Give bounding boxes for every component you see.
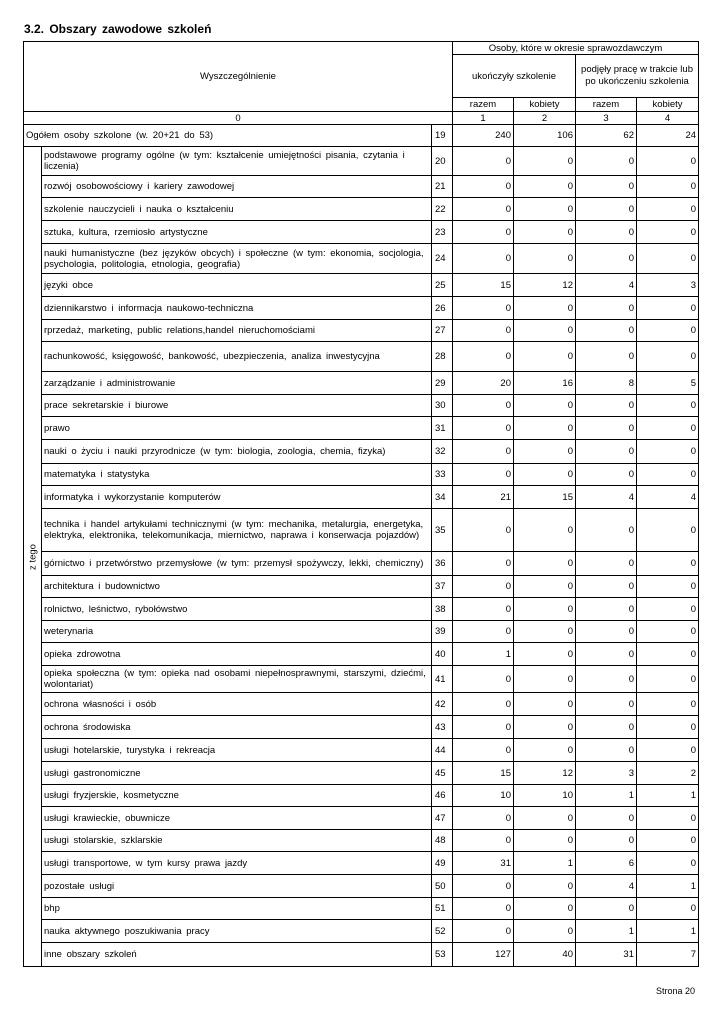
table-row bbox=[24, 875, 699, 898]
row-value-kobiety-ukonczyly: 0 bbox=[514, 440, 576, 464]
row-label: usługi hotelarskie, turystyka i rekreacja bbox=[42, 739, 432, 762]
row-line-number: 45 bbox=[432, 762, 453, 785]
row-value-kobiety-ukonczyly: 16 bbox=[514, 372, 576, 395]
row-value-kobiety-ukonczyly: 0 bbox=[514, 576, 576, 598]
row-label: języki obce bbox=[42, 274, 432, 297]
row-label: rachunkowość, księgowość, bankowość, ubezpieczenia, analiza inwestycyjna bbox=[42, 342, 432, 372]
row-value-razem-podjely: 0 bbox=[576, 739, 637, 762]
row-value-razem-ukonczyly: 0 bbox=[453, 693, 514, 716]
row-line-number: 48 bbox=[432, 830, 453, 852]
header-wyszczegolnienie: Wyszczególnienie bbox=[24, 42, 453, 112]
row-label: podstawowe programy ogólne (w tym: kształcenie umiejętności pisania, czytania i liczenia) bbox=[42, 147, 432, 176]
row-value-kobiety-ukonczyly: 0 bbox=[514, 244, 576, 274]
row-line-number: 51 bbox=[432, 898, 453, 920]
table-row bbox=[24, 739, 699, 762]
row-label: nauki humanistyczne (bez języków obcych) i społeczne (w tym: ekonomia, socjologia, psychologia, politologia, etnologia, geografia) bbox=[42, 244, 432, 274]
row-value-razem-ukonczyly: 0 bbox=[453, 875, 514, 898]
table-row bbox=[24, 716, 699, 739]
row-value-kobiety-podjely: 0 bbox=[637, 693, 699, 716]
row-value-kobiety-podjely: 1 bbox=[637, 920, 699, 943]
row-value-kobiety-podjely: 0 bbox=[637, 509, 699, 552]
row-value-razem-ukonczyly: 0 bbox=[453, 342, 514, 372]
row-label: rozwój osobowościowy i kariery zawodowej bbox=[42, 176, 432, 198]
row-value-razem-podjely: 4 bbox=[576, 875, 637, 898]
row-line-number: 39 bbox=[432, 621, 453, 643]
row-label: prawo bbox=[42, 417, 432, 440]
row-label: informatyka i wykorzystanie komputerów bbox=[42, 486, 432, 509]
row-label: zarządzanie i administrowanie bbox=[42, 372, 432, 395]
row-value-razem-ukonczyly: 0 bbox=[453, 552, 514, 576]
row-value-kobiety-podjely: 0 bbox=[637, 898, 699, 920]
row-label: inne obszary szkoleń bbox=[42, 943, 432, 967]
row-value-razem-ukonczyly: 20 bbox=[453, 372, 514, 395]
row-value-kobiety-ukonczyly: 0 bbox=[514, 221, 576, 244]
row-value-razem-ukonczyly: 0 bbox=[453, 920, 514, 943]
row-label: usługi krawieckie, obuwnicze bbox=[42, 807, 432, 830]
row-value-razem-podjely: 0 bbox=[576, 621, 637, 643]
row-value-razem-podjely: 0 bbox=[576, 898, 637, 920]
table-row bbox=[24, 274, 699, 297]
row-value-kobiety-ukonczyly: 0 bbox=[514, 552, 576, 576]
table-row bbox=[24, 693, 699, 716]
table-row bbox=[24, 176, 699, 198]
row-value-razem-ukonczyly: 0 bbox=[453, 621, 514, 643]
row-value-razem-ukonczyly: 0 bbox=[453, 464, 514, 486]
row-value-kobiety-ukonczyly: 40 bbox=[514, 943, 576, 967]
row-label: ochrona własności i osób bbox=[42, 693, 432, 716]
table-row bbox=[24, 830, 699, 852]
row-value-kobiety-podjely: 0 bbox=[637, 198, 699, 221]
row-value-kobiety-podjely: 0 bbox=[637, 666, 699, 693]
row-value-kobiety-podjely: 0 bbox=[637, 395, 699, 417]
row-label: nauka aktywnego poszukiwania pracy bbox=[42, 920, 432, 943]
row-value-kobiety-ukonczyly: 0 bbox=[514, 693, 576, 716]
table-row bbox=[24, 898, 699, 920]
row-label: prace sekretarskie i biurowe bbox=[42, 395, 432, 417]
row-value-kobiety-ukonczyly: 15 bbox=[514, 486, 576, 509]
row-line-number: 53 bbox=[432, 943, 453, 967]
row-value-razem-ukonczyly: 0 bbox=[453, 830, 514, 852]
col-number-3: 3 bbox=[576, 112, 637, 125]
row-value-kobiety-podjely: 0 bbox=[637, 176, 699, 198]
table-row bbox=[24, 221, 699, 244]
row-value-kobiety-ukonczyly: 1 bbox=[514, 852, 576, 875]
row-line-number: 47 bbox=[432, 807, 453, 830]
col-number-1: 1 bbox=[453, 112, 514, 125]
row-value-kobiety-podjely: 5 bbox=[637, 372, 699, 395]
row-label: weterynaria bbox=[42, 621, 432, 643]
row-value-razem-ukonczyly: 0 bbox=[453, 221, 514, 244]
row-line-number: 23 bbox=[432, 221, 453, 244]
row-value-razem-podjely: 3 bbox=[576, 762, 637, 785]
row-label: ochrona środowiska bbox=[42, 716, 432, 739]
row-value-kobiety-ukonczyly: 0 bbox=[514, 898, 576, 920]
row-value-kobiety-ukonczyly: 0 bbox=[514, 807, 576, 830]
row-value-razem-ukonczyly: 0 bbox=[453, 716, 514, 739]
total-label: Ogółem osoby szkolone (w. 20+21 do 53) bbox=[24, 125, 432, 147]
header-kobiety-2: kobiety bbox=[637, 98, 699, 112]
row-value-kobiety-podjely: 0 bbox=[637, 598, 699, 621]
row-value-razem-ukonczyly: 0 bbox=[453, 244, 514, 274]
row-value-razem-podjely: 31 bbox=[576, 943, 637, 967]
row-value-kobiety-podjely: 7 bbox=[637, 943, 699, 967]
z-tego-label bbox=[24, 147, 42, 967]
row-value-kobiety-ukonczyly: 0 bbox=[514, 621, 576, 643]
row-value-razem-podjely: 0 bbox=[576, 297, 637, 320]
row-value-razem-podjely: 1 bbox=[576, 785, 637, 807]
row-line-number: 31 bbox=[432, 417, 453, 440]
row-label: rolnictwo, leśnictwo, rybołówstwo bbox=[42, 598, 432, 621]
table-row bbox=[24, 785, 699, 807]
row-line-number: 24 bbox=[432, 244, 453, 274]
table-row bbox=[24, 372, 699, 395]
row-value-razem-ukonczyly: 127 bbox=[453, 943, 514, 967]
row-value-kobiety-podjely: 0 bbox=[637, 147, 699, 176]
row-value-kobiety-ukonczyly: 0 bbox=[514, 395, 576, 417]
table-row bbox=[24, 509, 699, 552]
row-label: opieka zdrowotna bbox=[42, 643, 432, 666]
row-value-razem-ukonczyly: 0 bbox=[453, 739, 514, 762]
total-row bbox=[24, 125, 699, 147]
row-line-number: 41 bbox=[432, 666, 453, 693]
row-value-kobiety-podjely: 0 bbox=[637, 440, 699, 464]
total-v1: 240 bbox=[453, 125, 514, 147]
row-label: architektura i budownictwo bbox=[42, 576, 432, 598]
row-value-razem-podjely: 0 bbox=[576, 830, 637, 852]
row-value-razem-ukonczyly: 0 bbox=[453, 395, 514, 417]
header-osoby: Osoby, które w okresie sprawozdawczym bbox=[453, 42, 699, 55]
table-row bbox=[24, 244, 699, 274]
row-value-razem-podjely: 0 bbox=[576, 464, 637, 486]
row-value-razem-ukonczyly: 0 bbox=[453, 417, 514, 440]
header-ukonczyly: ukończyły szkolenie bbox=[453, 55, 576, 98]
row-value-razem-ukonczyly: 0 bbox=[453, 898, 514, 920]
row-line-number: 22 bbox=[432, 198, 453, 221]
row-label: usługi gastronomiczne bbox=[42, 762, 432, 785]
table-row bbox=[24, 320, 699, 342]
row-value-razem-podjely: 0 bbox=[576, 552, 637, 576]
row-value-razem-ukonczyly: 15 bbox=[453, 762, 514, 785]
row-label: szkolenie nauczycieli i nauka o kształceniu bbox=[42, 198, 432, 221]
table-row bbox=[24, 666, 699, 693]
row-value-kobiety-podjely: 4 bbox=[637, 486, 699, 509]
row-value-razem-podjely: 0 bbox=[576, 440, 637, 464]
row-value-razem-ukonczyly: 0 bbox=[453, 320, 514, 342]
row-value-kobiety-podjely: 0 bbox=[637, 643, 699, 666]
row-value-razem-ukonczyly: 0 bbox=[453, 440, 514, 464]
col-number-4: 4 bbox=[637, 112, 699, 125]
header-razem-1: razem bbox=[453, 98, 514, 112]
row-value-razem-ukonczyly: 0 bbox=[453, 198, 514, 221]
row-line-number: 50 bbox=[432, 875, 453, 898]
row-value-kobiety-ukonczyly: 0 bbox=[514, 320, 576, 342]
row-value-kobiety-ukonczyly: 0 bbox=[514, 920, 576, 943]
row-value-razem-podjely: 0 bbox=[576, 417, 637, 440]
row-label: dziennikarstwo i informacja naukowo-techniczna bbox=[42, 297, 432, 320]
row-value-kobiety-podjely: 0 bbox=[637, 830, 699, 852]
row-value-razem-podjely: 0 bbox=[576, 576, 637, 598]
row-value-kobiety-podjely: 0 bbox=[637, 221, 699, 244]
row-value-razem-ukonczyly: 0 bbox=[453, 297, 514, 320]
row-value-razem-podjely: 0 bbox=[576, 693, 637, 716]
row-value-razem-podjely: 0 bbox=[576, 716, 637, 739]
table-row bbox=[24, 943, 699, 967]
row-value-kobiety-podjely: 0 bbox=[637, 552, 699, 576]
row-label: usługi fryzjerskie, kosmetyczne bbox=[42, 785, 432, 807]
row-line-number: 32 bbox=[432, 440, 453, 464]
row-value-razem-ukonczyly: 1 bbox=[453, 643, 514, 666]
row-label: matematyka i statystyka bbox=[42, 464, 432, 486]
row-value-razem-podjely: 0 bbox=[576, 395, 637, 417]
row-value-kobiety-ukonczyly: 0 bbox=[514, 147, 576, 176]
row-value-kobiety-ukonczyly: 0 bbox=[514, 417, 576, 440]
row-line-number: 43 bbox=[432, 716, 453, 739]
row-label: nauki o życiu i nauki przyrodnicze (w tym: biologia, zoologia, chemia, fizyka) bbox=[42, 440, 432, 464]
row-value-kobiety-ukonczyly: 0 bbox=[514, 716, 576, 739]
row-value-razem-podjely: 0 bbox=[576, 244, 637, 274]
row-label: technika i handel artykułami technicznymi (w tym: mechanika, metalurgia, energetyka, elektryka, elektronika, telekomunikacja, miernictwo, naprawa i konserwacja pojazdów) bbox=[42, 509, 432, 552]
header-kobiety-1: kobiety bbox=[514, 98, 576, 112]
row-value-kobiety-ukonczyly: 0 bbox=[514, 875, 576, 898]
row-value-razem-ukonczyly: 15 bbox=[453, 274, 514, 297]
row-value-razem-podjely: 6 bbox=[576, 852, 637, 875]
total-line: 19 bbox=[432, 125, 453, 147]
header-razem-2: razem bbox=[576, 98, 637, 112]
row-line-number: 34 bbox=[432, 486, 453, 509]
row-value-razem-ukonczyly: 0 bbox=[453, 576, 514, 598]
row-value-kobiety-ukonczyly: 0 bbox=[514, 739, 576, 762]
row-value-razem-podjely: 8 bbox=[576, 372, 637, 395]
row-value-razem-ukonczyly: 10 bbox=[453, 785, 514, 807]
header-podjely: podjęły pracę w trakcie lub po ukończeniu szkolenia bbox=[576, 55, 699, 98]
row-line-number: 42 bbox=[432, 693, 453, 716]
row-line-number: 40 bbox=[432, 643, 453, 666]
row-value-kobiety-ukonczyly: 12 bbox=[514, 274, 576, 297]
row-value-kobiety-podjely: 0 bbox=[637, 716, 699, 739]
row-value-kobiety-podjely: 2 bbox=[637, 762, 699, 785]
row-value-razem-podjely: 0 bbox=[576, 666, 637, 693]
row-value-razem-podjely: 0 bbox=[576, 176, 637, 198]
row-value-kobiety-ukonczyly: 0 bbox=[514, 297, 576, 320]
row-value-kobiety-ukonczyly: 0 bbox=[514, 464, 576, 486]
row-value-razem-ukonczyly: 31 bbox=[453, 852, 514, 875]
table-row bbox=[24, 762, 699, 785]
row-value-razem-podjely: 0 bbox=[576, 147, 637, 176]
table-row bbox=[24, 147, 699, 176]
table-row bbox=[24, 297, 699, 320]
row-label: górnictwo i przetwórstwo przemysłowe (w tym: przemysł spożywczy, lekki, chemiczny) bbox=[42, 552, 432, 576]
row-label: opieka społeczna (w tym: opieka nad osobami niepełnosprawnymi, starszymi, dziećmi, wolontariat) bbox=[42, 666, 432, 693]
row-value-kobiety-ukonczyly: 0 bbox=[514, 643, 576, 666]
table-row bbox=[24, 198, 699, 221]
row-line-number: 26 bbox=[432, 297, 453, 320]
row-label: bhp bbox=[42, 898, 432, 920]
row-line-number: 46 bbox=[432, 785, 453, 807]
table-row bbox=[24, 464, 699, 486]
row-label: sztuka, kultura, rzemiosło artystyczne bbox=[42, 221, 432, 244]
table-row bbox=[24, 486, 699, 509]
row-line-number: 33 bbox=[432, 464, 453, 486]
row-value-kobiety-ukonczyly: 0 bbox=[514, 198, 576, 221]
row-value-razem-podjely: 0 bbox=[576, 221, 637, 244]
row-value-razem-ukonczyly: 0 bbox=[453, 509, 514, 552]
row-value-kobiety-ukonczyly: 0 bbox=[514, 509, 576, 552]
row-value-kobiety-podjely: 0 bbox=[637, 807, 699, 830]
row-line-number: 36 bbox=[432, 552, 453, 576]
row-line-number: 30 bbox=[432, 395, 453, 417]
row-value-razem-ukonczyly: 0 bbox=[453, 666, 514, 693]
row-value-razem-ukonczyly: 0 bbox=[453, 176, 514, 198]
row-value-kobiety-podjely: 0 bbox=[637, 297, 699, 320]
row-value-kobiety-ukonczyly: 10 bbox=[514, 785, 576, 807]
table-row bbox=[24, 598, 699, 621]
row-label: usługi transportowe, w tym kursy prawa jazdy bbox=[42, 852, 432, 875]
row-line-number: 21 bbox=[432, 176, 453, 198]
row-value-razem-podjely: 0 bbox=[576, 643, 637, 666]
total-v4: 24 bbox=[637, 125, 699, 147]
row-value-kobiety-ukonczyly: 0 bbox=[514, 666, 576, 693]
table-row bbox=[24, 621, 699, 643]
row-value-razem-podjely: 0 bbox=[576, 807, 637, 830]
row-value-kobiety-podjely: 0 bbox=[637, 244, 699, 274]
col-number-0: 0 bbox=[24, 112, 453, 125]
row-value-kobiety-podjely: 0 bbox=[637, 464, 699, 486]
table-row bbox=[24, 852, 699, 875]
row-value-kobiety-ukonczyly: 0 bbox=[514, 830, 576, 852]
total-v2: 106 bbox=[514, 125, 576, 147]
col-number-2: 2 bbox=[514, 112, 576, 125]
row-value-kobiety-podjely: 0 bbox=[637, 621, 699, 643]
row-value-kobiety-podjely: 3 bbox=[637, 274, 699, 297]
row-line-number: 44 bbox=[432, 739, 453, 762]
row-value-kobiety-podjely: 0 bbox=[637, 576, 699, 598]
row-label: pozostałe usługi bbox=[42, 875, 432, 898]
z-tego-text: z tego bbox=[27, 543, 38, 570]
table-row bbox=[24, 576, 699, 598]
row-value-kobiety-podjely: 0 bbox=[637, 342, 699, 372]
row-value-kobiety-ukonczyly: 0 bbox=[514, 598, 576, 621]
row-value-kobiety-podjely: 0 bbox=[637, 852, 699, 875]
row-value-kobiety-ukonczyly: 12 bbox=[514, 762, 576, 785]
row-line-number: 52 bbox=[432, 920, 453, 943]
section-title: 3.2. Obszary zawodowe szkoleń bbox=[24, 22, 212, 36]
row-value-razem-podjely: 0 bbox=[576, 320, 637, 342]
row-line-number: 35 bbox=[432, 509, 453, 552]
row-value-razem-ukonczyly: 0 bbox=[453, 598, 514, 621]
table-row bbox=[24, 395, 699, 417]
row-label: rprzedaż, marketing, public relations,handel nieruchomościami bbox=[42, 320, 432, 342]
row-value-razem-ukonczyly: 0 bbox=[453, 147, 514, 176]
table-row bbox=[24, 807, 699, 830]
row-value-razem-ukonczyly: 21 bbox=[453, 486, 514, 509]
row-value-kobiety-podjely: 0 bbox=[637, 417, 699, 440]
row-line-number: 28 bbox=[432, 342, 453, 372]
training-areas-table bbox=[23, 41, 699, 967]
row-label: usługi stolarskie, szklarskie bbox=[42, 830, 432, 852]
row-line-number: 27 bbox=[432, 320, 453, 342]
row-value-kobiety-ukonczyly: 0 bbox=[514, 342, 576, 372]
row-value-razem-podjely: 0 bbox=[576, 198, 637, 221]
row-value-razem-podjely: 0 bbox=[576, 598, 637, 621]
row-line-number: 38 bbox=[432, 598, 453, 621]
row-line-number: 37 bbox=[432, 576, 453, 598]
table-row bbox=[24, 342, 699, 372]
row-value-kobiety-podjely: 0 bbox=[637, 320, 699, 342]
row-value-razem-podjely: 0 bbox=[576, 509, 637, 552]
table-row bbox=[24, 417, 699, 440]
table-row bbox=[24, 552, 699, 576]
total-v3: 62 bbox=[576, 125, 637, 147]
row-value-razem-podjely: 4 bbox=[576, 486, 637, 509]
row-value-razem-podjely: 1 bbox=[576, 920, 637, 943]
table-row bbox=[24, 920, 699, 943]
row-value-kobiety-podjely: 0 bbox=[637, 739, 699, 762]
row-value-kobiety-podjely: 1 bbox=[637, 875, 699, 898]
row-line-number: 29 bbox=[432, 372, 453, 395]
row-value-razem-podjely: 4 bbox=[576, 274, 637, 297]
row-line-number: 49 bbox=[432, 852, 453, 875]
row-value-razem-ukonczyly: 0 bbox=[453, 807, 514, 830]
row-line-number: 25 bbox=[432, 274, 453, 297]
row-line-number: 20 bbox=[432, 147, 453, 176]
row-value-kobiety-podjely: 1 bbox=[637, 785, 699, 807]
row-value-kobiety-ukonczyly: 0 bbox=[514, 176, 576, 198]
table-row bbox=[24, 643, 699, 666]
page-footer: Strona 20 bbox=[655, 986, 695, 996]
row-value-razem-podjely: 0 bbox=[576, 342, 637, 372]
table-row bbox=[24, 440, 699, 464]
